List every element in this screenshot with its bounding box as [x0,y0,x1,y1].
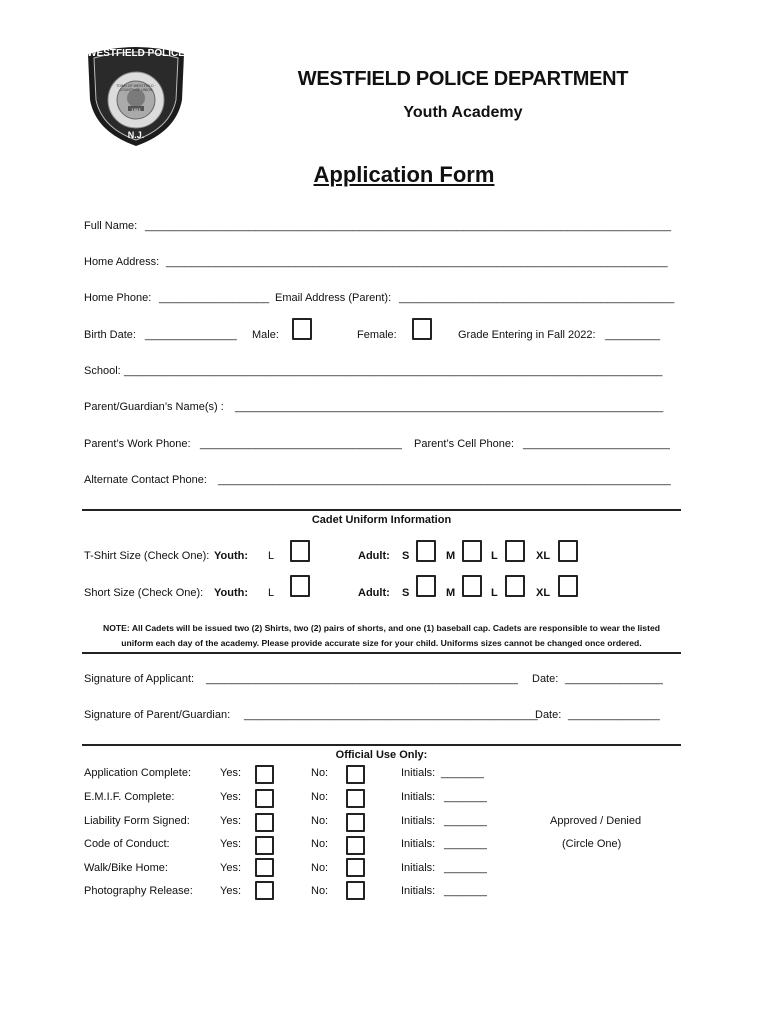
tshirt-adult-xl-checkbox[interactable] [558,540,578,562]
yes-label: Yes: [220,815,242,827]
uniform-heading: Cadet Uniform Information [311,514,452,526]
short-adult-l-label: L [491,587,498,599]
code-of-conduct-no-checkbox[interactable] [346,836,365,855]
male-label: Male: [252,329,279,341]
grade-label: Grade Entering in Fall 2022: [458,329,596,341]
initials-field[interactable]: _______ [444,862,487,874]
female-checkbox[interactable] [412,318,432,340]
application-complete-no-checkbox[interactable] [346,765,365,784]
emif-complete-yes-checkbox[interactable] [255,789,274,808]
police-badge-logo [84,42,188,148]
email-parent-field[interactable]: _____________________________________________ [399,292,675,304]
liability-form-yes-checkbox[interactable] [255,813,274,832]
tshirt-adult-s-checkbox[interactable] [416,540,436,562]
emif-complete-no-checkbox[interactable] [346,789,365,808]
short-adult-s-label: S [402,587,410,599]
official-row-label: Application Complete: [84,767,192,779]
yes-label: Yes: [220,767,242,779]
logo-text-bottom: N.J. [127,130,145,140]
tshirt-adult-l-checkbox[interactable] [505,540,525,562]
initials-label: Initials: [401,862,436,874]
official-heading: Official Use Only: [335,749,428,761]
walk-bike-home-no-checkbox[interactable] [346,858,365,877]
logo-text-year: 1903 [131,107,141,112]
tshirt-adult-label: Adult: [358,550,390,562]
tshirt-youth-l-label: L [268,550,275,562]
initials-label: Initials: [401,815,436,827]
home-address-label: Home Address: [84,256,160,268]
short-adult-m-checkbox[interactable] [462,575,482,597]
yes-label: Yes: [220,862,242,874]
no-label: No: [311,767,329,779]
approved-denied-text[interactable]: Approved / Denied [550,815,642,827]
official-row-label: Code of Conduct: [84,838,170,850]
short-adult-s-checkbox[interactable] [416,575,436,597]
parent-cell-phone-field[interactable]: ________________________ [523,438,670,450]
official-row-label: Liability Form Signed: [84,815,190,827]
applicant-date-field[interactable]: ________________ [565,673,663,685]
applicant-signature-label: Signature of Applicant: [84,673,195,685]
yes-label: Yes: [220,838,242,850]
initials-label: Initials: [401,885,436,897]
circle-one-text: (Circle One) [562,838,622,850]
tshirt-adult-s-label: S [402,550,410,562]
home-address-field[interactable]: __________________________________________________________________________________ [166,256,668,268]
birth-date-label: Birth Date: [84,329,136,341]
school-field[interactable]: ________________________________________________________________________________________ [124,365,663,377]
short-youth-l-checkbox[interactable] [290,575,310,597]
yes-label: Yes: [220,885,242,897]
tshirt-adult-l-label: L [491,550,498,562]
tshirt-adult-m-label: M [446,550,456,562]
parent-signature-label: Signature of Parent/Guardian: [84,709,231,721]
parent-cell-phone-label: Parent’s Cell Phone: [414,438,515,450]
full-name-label: Full Name: [84,220,138,232]
tshirt-youth-l-checkbox[interactable] [290,540,310,562]
alternate-phone-label: Alternate Contact Phone: [84,474,207,486]
walk-bike-home-yes-checkbox[interactable] [255,858,274,877]
home-phone-label: Home Phone: [84,292,152,304]
program-subtitle: Youth Academy [403,104,523,121]
short-youth-l-label: L [268,587,275,599]
guardian-names-label: Parent/Guardian’s Name(s) : [84,401,224,413]
home-phone-field[interactable]: __________________ [159,292,270,304]
tshirt-adult-xl-label: XL [536,550,551,562]
applicant-date-label: Date: [532,673,559,685]
short-adult-xl-checkbox[interactable] [558,575,578,597]
uniform-bottom-divider [82,652,681,654]
male-checkbox[interactable] [292,318,312,340]
no-label: No: [311,862,329,874]
tshirt-adult-m-checkbox[interactable] [462,540,482,562]
tshirt-size-label: T-Shirt Size (Check One): [84,550,210,562]
parent-date-label: Date: [535,709,562,721]
guardian-names-field[interactable]: ______________________________________________________________________ [235,401,664,413]
uniform-note-line-2: uniform each day of the academy. Please provide accurate size for your child. Uniforms sizes cannot be changed once ordered. [121,638,642,648]
code-of-conduct-yes-checkbox[interactable] [255,836,274,855]
applicant-signature-field[interactable]: ___________________________________________________ [206,673,519,685]
initials-field[interactable]: _______ [441,767,484,779]
parent-date-field[interactable]: _______________ [568,709,660,721]
short-adult-l-checkbox[interactable] [505,575,525,597]
initials-label: Initials: [401,791,436,803]
photography-release-yes-checkbox[interactable] [255,881,274,900]
initials-label: Initials: [401,767,436,779]
initials-field[interactable]: _______ [444,815,487,827]
uniform-top-divider [82,509,681,511]
full-name-field[interactable]: ______________________________________________________________________________________ [145,220,672,232]
parent-work-phone-label: Parent’s Work Phone: [84,438,191,450]
short-adult-label: Adult: [358,587,390,599]
official-row-label: Photography Release: [84,885,193,897]
short-adult-m-label: M [446,587,456,599]
official-row-label: E.M.I.F. Complete: [84,791,175,803]
tshirt-youth-label: Youth: [214,550,249,562]
email-parent-label: Email Address (Parent): [275,292,392,304]
form-title: Application Form [313,162,495,187]
initials-field[interactable]: _______ [444,885,487,897]
short-size-label: Short Size (Check One): [84,587,204,599]
no-label: No: [311,885,329,897]
photography-release-no-checkbox[interactable] [346,881,365,900]
short-youth-label: Youth: [214,587,249,599]
school-label: School: [84,365,121,377]
initials-field[interactable]: _______ [444,838,487,850]
parent-work-phone-field[interactable]: _________________________________ [200,438,402,450]
initials-label: Initials: [401,838,436,850]
official-row-label: Walk/Bike Home: [84,862,168,874]
initials-field[interactable]: _______ [444,791,487,803]
logo-text-ring: TOWN OF WESTFIELD · COUNTY OF UNION [116,84,156,92]
grade-field[interactable]: _________ [605,329,661,341]
application-complete-yes-checkbox[interactable] [255,765,274,784]
no-label: No: [311,815,329,827]
short-adult-xl-label: XL [536,587,551,599]
logo-text-top: WESTFIELD POLICE [87,48,185,59]
yes-label: Yes: [220,791,242,803]
no-label: No: [311,791,329,803]
official-divider [82,744,681,746]
parent-signature-field[interactable]: ________________________________________________ [244,709,538,721]
uniform-note-line-1: NOTE: All Cadets will be issued two (2) Shirts, two (2) pairs of shorts, and one (1) baseball cap. Cadets are responsible to wear the listed [103,623,660,633]
birth-date-field[interactable]: _______________ [145,329,237,341]
no-label: No: [311,838,329,850]
department-title: WESTFIELD POLICE DEPARTMENT [297,68,629,90]
alternate-phone-field[interactable]: __________________________________________________________________________ [218,474,671,486]
liability-form-no-checkbox[interactable] [346,813,365,832]
female-label: Female: [357,329,397,341]
